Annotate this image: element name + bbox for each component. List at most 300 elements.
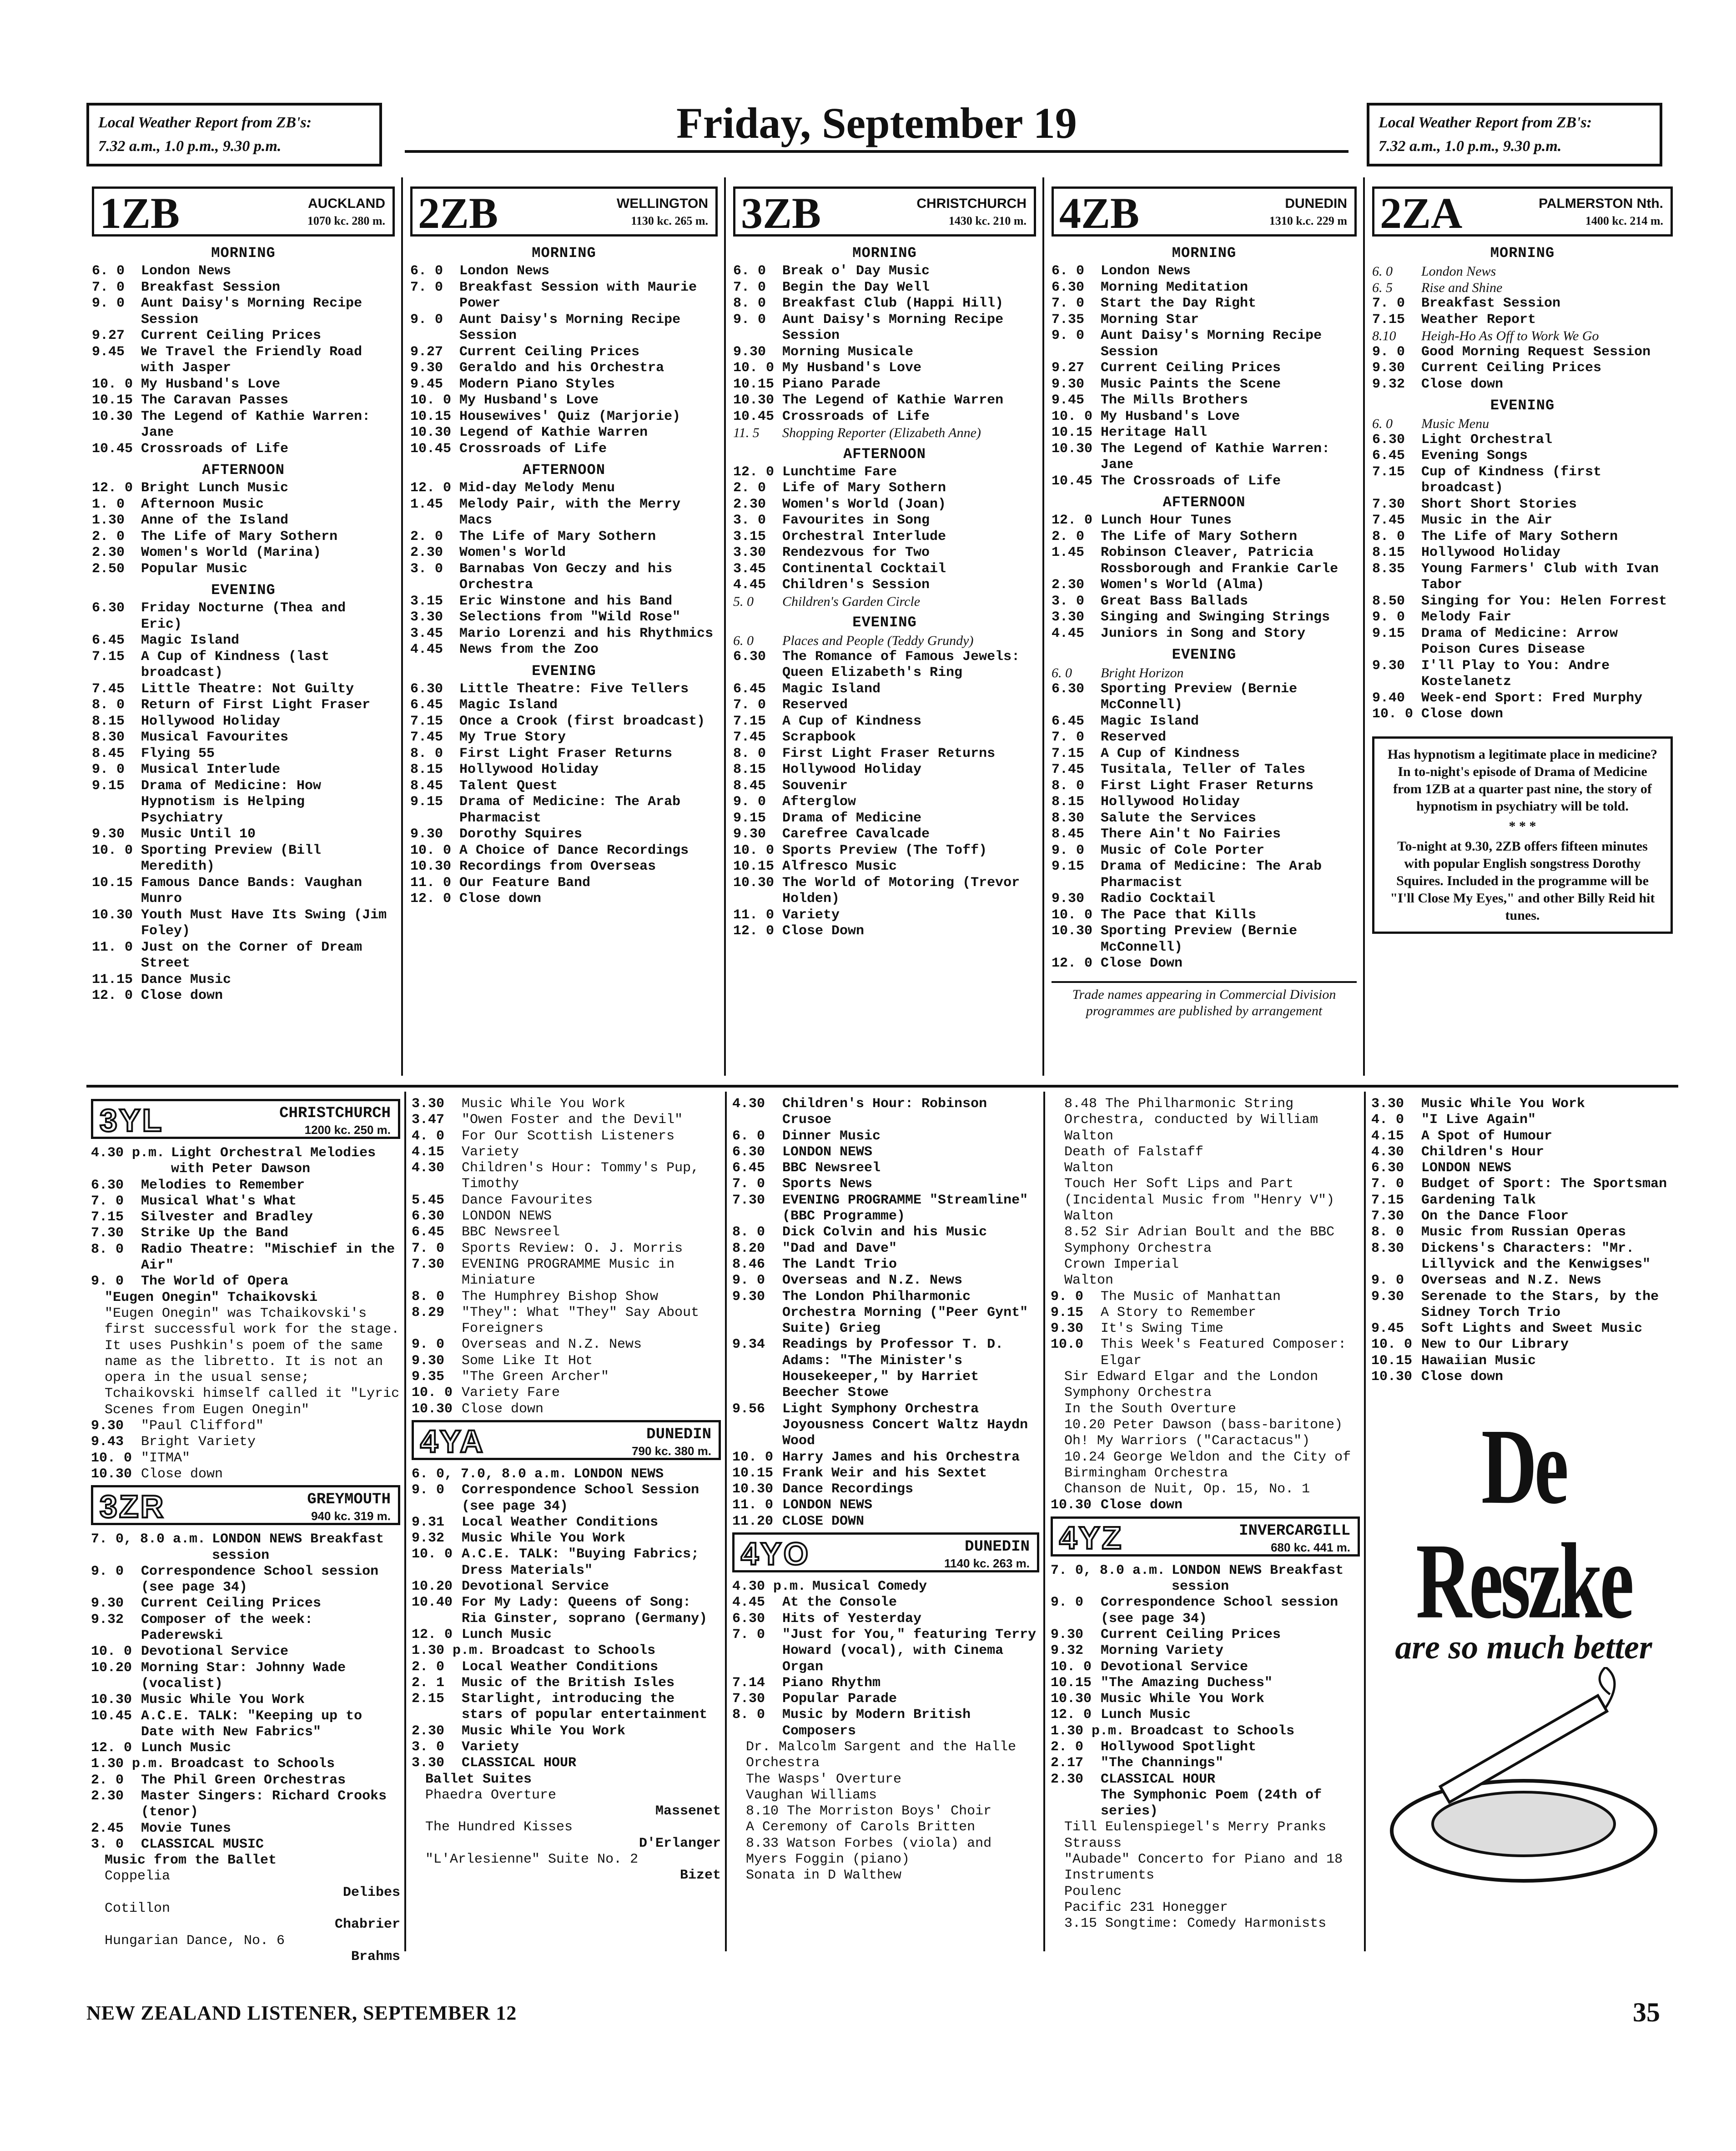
program-time: 7.45 (1052, 762, 1085, 777)
program-row (92, 296, 395, 328)
program-time: 3.47 (412, 1112, 445, 1128)
program-time: 10.30 (1052, 441, 1093, 457)
program-time: 9.30 (733, 826, 766, 842)
program-time: 10.15 (92, 875, 133, 891)
station-header-3zb (733, 186, 1036, 237)
program-time: 6. 0 (1372, 264, 1393, 279)
program-row (412, 1691, 721, 1723)
program-row (1371, 1176, 1676, 1192)
program-title: LONDON NEWS Breakfast session (212, 1531, 384, 1563)
program-title: Recordings from Overseas (459, 859, 656, 874)
program-time: 2.30 (91, 1788, 124, 1804)
program-title: Light Symphony Orchestra Joyousness Concert Waltz Haydn Wood (782, 1401, 1028, 1449)
program-time: 12. 0 (92, 988, 133, 1003)
program-detail: A Ceremony of Carols Britten (746, 1819, 976, 1835)
program-row (410, 843, 718, 859)
program-row (412, 1482, 721, 1515)
program-time: 10. 0 (412, 1385, 453, 1401)
program-row (732, 1401, 1039, 1450)
program-row (412, 1241, 721, 1257)
program-time: 10.30 (92, 907, 133, 923)
station-code: 3ZB (741, 189, 821, 237)
program-title: Close down (1421, 1369, 1504, 1385)
program-row (733, 633, 1036, 649)
program-time: 3.30 (1371, 1096, 1404, 1112)
program-title: Broadcast to Schools (1131, 1723, 1295, 1739)
program-time: 7. 0 (1052, 296, 1085, 311)
program-title: Barnabas Von Geczy and his Orchestra (459, 561, 673, 593)
program-title: Close down (141, 1466, 223, 1482)
work-row: Coppelia (105, 1869, 171, 1884)
program-title: Magic Island (1101, 713, 1199, 729)
program-title: Hollywood Holiday (782, 762, 922, 777)
program-row (410, 859, 718, 875)
program-title: Rise and Shine (1421, 280, 1503, 295)
program-title: Dickens's Characters: "Mr. Lillyvick and the Kenwigses" (1421, 1240, 1651, 1272)
program-time: 9. 0 (733, 312, 766, 327)
program-detail: Touch Her Soft Lips and Part (Incidental Music from "Henry V") (1064, 1176, 1335, 1208)
program-title: Our Feature Band (459, 875, 591, 891)
program-row (1372, 529, 1673, 545)
program-row (412, 1209, 721, 1224)
program-title: Local Weather Conditions (462, 1514, 659, 1530)
program-title: My Husband's Love (459, 393, 599, 408)
program-row (92, 497, 395, 513)
program-detail: Death of Falstaff (1064, 1144, 1204, 1160)
program-title: Music of Cole Porter (1101, 842, 1265, 858)
program-time: 9.35 (412, 1369, 445, 1385)
station-city: WELLINGTON (616, 196, 708, 211)
program-detail: Dr. Malcolm Sargent and the Halle Orchestra (746, 1739, 1016, 1771)
program-time: 1.45 (1052, 545, 1085, 560)
program-title: The World of Opera (141, 1274, 289, 1290)
program-title: CLASSICAL HOUR (462, 1755, 577, 1771)
program-time: 9.15 (92, 778, 125, 794)
program-row (412, 1385, 721, 1401)
program-title: Broadcast to Schools (492, 1643, 656, 1659)
column-separator (1043, 1092, 1045, 1951)
program-title: Composer of the week: Paderewski (141, 1612, 313, 1644)
program-row (733, 360, 1036, 377)
program-title: For Our Scottish Listeners (462, 1128, 675, 1144)
program-row (92, 762, 395, 778)
program-row (412, 1337, 721, 1353)
weather-notice-right-times: 7.32 a.m., 1.0 p.m., 9.30 p.m. (1379, 138, 1562, 155)
program-time: 9.30 (732, 1289, 765, 1305)
program-time: 4.30 p.m. (732, 1579, 806, 1595)
program-row (91, 1644, 400, 1660)
program-title: My Husband's Love (141, 376, 281, 392)
program-time: 8.50 (1372, 593, 1405, 609)
program-time: 11. 0 (410, 875, 452, 891)
program-detail: Crown Imperial (1064, 1256, 1179, 1272)
station-city: AUCKLAND (308, 196, 385, 211)
program-title: LONDON NEWS (574, 1466, 664, 1482)
column-separator (1363, 177, 1365, 1076)
program-title: The Life of Mary Sothern (1421, 529, 1618, 544)
program-title: Music While You Work (1101, 1691, 1265, 1707)
program-row (92, 263, 395, 280)
program-time: 10.40 (412, 1595, 453, 1611)
lower-column-4 (1046, 1096, 1364, 1951)
program-title: Dance Recordings (782, 1481, 914, 1497)
program-title: Just on the Corner of Dream Street (141, 939, 362, 971)
program-time: 9. 0 (1371, 1273, 1404, 1289)
program-time: 8. 0 (1372, 529, 1405, 544)
program-detail: Walton (1064, 1160, 1114, 1176)
program-title: BBC Newsreel (462, 1224, 560, 1240)
program-time: 9. 0 (1372, 344, 1405, 360)
program-time: 9.30 (1051, 1321, 1084, 1337)
program-title: Hollywood Holiday (141, 713, 281, 729)
program-row (412, 1531, 721, 1547)
program-row (410, 778, 718, 795)
station-freq: 1130 kc. 265 m. (631, 214, 708, 227)
program-title: BBC Newsreel (782, 1160, 881, 1176)
program-time: 6. 0 (1052, 263, 1085, 279)
program-title: Movie Tunes (141, 1820, 231, 1836)
column-separator (401, 177, 403, 1076)
program-row (410, 377, 718, 393)
program-row (92, 280, 395, 296)
opera-description: "Eugen Onegin" was Tchaikovski's first successful work for the stage. It uses Pushkin's poem of the same name as the libretto. It is not an opera in the usual sense; Tchaikovski himself called it "Lyric Scenes from Eugen Onegin" (105, 1305, 400, 1418)
program-time: 7. 0 (733, 279, 766, 295)
program-row (410, 409, 718, 425)
program-row (410, 441, 718, 458)
program-time: 7.15 (91, 1209, 124, 1225)
program-title: Anne of the Island (141, 513, 289, 528)
program-time: 2.17 (1051, 1755, 1084, 1771)
program-title: Master Singers: Richard Crooks (tenor) (141, 1788, 387, 1820)
program-time: 9.32 (412, 1531, 445, 1547)
program-title: Piano Parade (782, 376, 881, 392)
program-row (91, 1451, 400, 1466)
program-time: 10.30 (92, 408, 133, 424)
program-title: At the Console (782, 1595, 897, 1611)
program-row (92, 633, 395, 649)
program-time: 8.10 (1372, 328, 1396, 343)
program-row (1052, 577, 1357, 594)
program-time: 3.15 (733, 529, 766, 544)
program-row (1372, 561, 1673, 594)
program-title: Music Paints the Scene (1101, 376, 1281, 392)
program-row (732, 1096, 1039, 1128)
work-composer: Delibes (342, 1884, 400, 1900)
program-title: Lunchtime Fare (782, 464, 897, 480)
program-row (1051, 1788, 1360, 1820)
program-row (412, 1723, 721, 1739)
program-row (92, 513, 395, 529)
program-title: Lunch Music (1101, 1707, 1191, 1723)
program-time: 6. 0 (732, 1128, 765, 1144)
program-row (732, 1257, 1039, 1273)
program-row (733, 681, 1036, 698)
program-row (1372, 513, 1673, 529)
program-time: 2.30 (1052, 577, 1085, 593)
program-title: The Caravan Passes (141, 393, 289, 408)
program-row (410, 425, 718, 441)
program-title: Robinson Cleaver, Patricia Rossborough and Frankie Carle (1101, 545, 1338, 577)
program-row (733, 907, 1036, 924)
program-row (410, 480, 718, 497)
program-detail: 8.33 Watson Forbes (viola) and Myers Foggin (piano) (746, 1835, 992, 1868)
program-row (1052, 626, 1357, 642)
work-row: Cotillon (105, 1901, 171, 1917)
program-time: 2. 0 (1051, 1739, 1084, 1755)
program-row (1052, 280, 1357, 296)
work-composer: Chabrier (334, 1917, 400, 1933)
program-time: 6.30 (410, 681, 443, 697)
program-row (733, 529, 1036, 545)
weather-notice-left-times: 7.32 a.m., 1.0 p.m., 9.30 p.m. (98, 138, 282, 155)
promo-box (1372, 736, 1673, 934)
program-title: Silvester and Bradley (141, 1209, 313, 1225)
work-composer: Bizet (679, 1868, 721, 1884)
program-title: The Legend of Kathie Warren: Jane (141, 408, 371, 440)
program-row (412, 1257, 721, 1289)
program-row (1371, 1353, 1676, 1369)
program-title: The Phil Green Orchestras (141, 1772, 346, 1788)
program-time: 10.15 (1371, 1353, 1413, 1369)
section-heading: EVENING (211, 582, 276, 599)
program-row (1371, 1144, 1676, 1160)
program-time: 6.30 (91, 1177, 124, 1193)
program-time: 8.30 (92, 730, 125, 745)
program-title: The Legend of Kathie Warren: Jane (1101, 441, 1330, 473)
program-title: Orchestral Interlude (782, 529, 946, 544)
program-row (412, 1675, 721, 1691)
program-row (732, 1466, 1039, 1481)
program-row (92, 480, 395, 497)
masthead-rule (405, 150, 1349, 153)
program-row (91, 1145, 400, 1178)
program-row (1371, 1193, 1676, 1209)
program-row (733, 811, 1036, 827)
program-time: 12. 0 (1052, 513, 1093, 528)
program-title: Variety (782, 907, 840, 923)
station-header (1051, 1516, 1360, 1557)
program-time: 8.15 (410, 762, 443, 777)
program-row (412, 1739, 721, 1755)
program-row (1371, 1128, 1676, 1144)
program-row (1052, 762, 1357, 778)
program-title: Women's World (Alma) (1101, 577, 1265, 593)
program-row (732, 1337, 1039, 1401)
program-time: 8. 0 (732, 1707, 765, 1723)
program-row (1052, 811, 1357, 827)
program-row (1372, 626, 1673, 658)
program-time: 3.30 (412, 1096, 445, 1112)
program-detail: Till Eulenspiegel's Merry Pranks Strauss (1064, 1819, 1327, 1851)
program-detail: 8.10 The Morriston Boys' Choir (746, 1803, 992, 1819)
program-row (733, 344, 1036, 361)
program-title: Breakfast Club (Happi Hill) (782, 296, 1004, 311)
program-time: 9. 0 (732, 1273, 765, 1289)
program-detail: Chanson de Nuit, Op. 15, No. 1 (1064, 1481, 1310, 1497)
weather-notice-left (86, 103, 382, 166)
program-detail: 8.48 The Philharmonic String Orchestra, conducted by William Walton (1064, 1096, 1318, 1144)
work-composer: D'Erlanger (639, 1835, 721, 1851)
program-row (92, 746, 395, 762)
program-title: Legend of Kathie Warren (459, 425, 648, 440)
program-time: 2. 0 (92, 529, 125, 544)
program-row (91, 1740, 400, 1756)
program-time: 11. 0 (92, 939, 133, 955)
program-title: "ITMA" (141, 1450, 191, 1466)
program-row (91, 1821, 400, 1837)
section-heading: AFTERNOON (523, 462, 605, 479)
program-title: Favourites in Song (782, 513, 930, 528)
program-row (1372, 545, 1673, 561)
program-row (412, 1595, 721, 1627)
program-title: London News (1101, 263, 1191, 279)
program-row (410, 610, 718, 626)
program-time: 10.15 (733, 376, 775, 392)
work-composer: Massenet (655, 1803, 721, 1819)
program-time: 3.15 (410, 593, 443, 609)
station-header-1zb (92, 186, 395, 237)
program-row (733, 875, 1036, 907)
station-freq: 1070 kc. 280 m. (307, 214, 385, 227)
program-row (1371, 1241, 1676, 1273)
program-row (410, 730, 718, 746)
station-header (412, 1420, 721, 1460)
program-row (733, 923, 1036, 940)
program-time: 9.30 (1052, 376, 1085, 392)
program-time: 2. 0 (412, 1659, 445, 1675)
program-title: Close Down (782, 923, 865, 939)
program-title: Dick Colvin and his Music (782, 1224, 987, 1240)
program-row (1052, 826, 1357, 843)
program-row (91, 1466, 400, 1482)
program-title: Flying 55 (141, 746, 215, 761)
program-time: 6. 0 (1372, 416, 1393, 431)
program-time: 6.30 (733, 649, 766, 665)
section-heading: AFTERNOON (1162, 494, 1246, 511)
program-time: 6. 0 (410, 263, 443, 279)
program-time: 9.30 (410, 360, 443, 376)
program-time: 4.45 (1052, 625, 1085, 641)
program-title: Weather Report (1421, 312, 1536, 327)
program-title: Breakfast Session (141, 279, 281, 295)
station-header-2za (1372, 186, 1673, 237)
program-time: 6.45 (92, 633, 125, 648)
program-time: 2. 0 (1052, 529, 1085, 544)
section-heading: MORNING (852, 245, 917, 262)
program-title: "Just for You," featuring Terry Howard (vocal), with Cinema Organ (782, 1627, 1037, 1675)
program-title: Sporting Preview (Bill Meredith) (141, 842, 322, 874)
program-row (1051, 1739, 1360, 1755)
station-freq: 1140 kc. 263 m. (944, 1557, 1030, 1571)
program-title: Popular Parade (782, 1691, 897, 1707)
program-title: Morning Star: Johnny Wade (vocalist) (141, 1660, 346, 1692)
program-time: 7. 0 (733, 697, 766, 713)
weather-notice-right-title: Local Weather Report from ZB's: (1379, 114, 1592, 131)
program-row (1052, 513, 1357, 529)
program-row (733, 409, 1036, 425)
program-title: Hits of Yesterday (782, 1611, 922, 1627)
program-row (1052, 891, 1357, 907)
program-row (1052, 665, 1357, 681)
column-separator (1364, 1092, 1366, 1951)
program-title: Good Morning Request Session (1421, 344, 1651, 360)
program-title: Some Like It Hot (462, 1353, 593, 1369)
program-time: 9. 0 (1052, 328, 1085, 343)
program-title: Geraldo and his Orchestra (459, 360, 664, 376)
program-row (410, 697, 718, 714)
program-title: The Mills Brothers (1101, 393, 1248, 408)
program-time: 12. 0 (410, 480, 452, 496)
program-time: 5. 0 (733, 594, 754, 609)
program-time: 11.20 (732, 1513, 774, 1529)
program-title: Musical Favourites (141, 730, 289, 745)
program-title: Bright Lunch Music (141, 480, 289, 496)
program-title: Lunch Music (141, 1740, 231, 1756)
program-title: Children's Hour: Tommy's Pup, Timothy (462, 1160, 699, 1192)
program-row (91, 1837, 400, 1853)
program-title: A Cup of Kindness (1101, 746, 1240, 761)
program-row (1052, 409, 1357, 425)
program-row (410, 529, 718, 545)
program-title: Singing for You: Helen Forrest (1421, 593, 1667, 609)
program-title: Broadcast to Schools (171, 1756, 335, 1772)
program-time: 11. 5 (733, 425, 760, 440)
program-row (91, 1531, 400, 1564)
program-title: Hollywood Holiday (459, 762, 599, 777)
program-row (733, 577, 1036, 594)
program-title: Sporting Preview (Bernie McConnell) (1101, 681, 1298, 713)
program-title: Afternoon Music (141, 496, 264, 512)
program-time: 10. 0 (91, 1644, 132, 1660)
program-row (732, 1176, 1039, 1192)
program-row (733, 497, 1036, 513)
program-row (732, 1611, 1039, 1627)
program-title: A Story to Remember (1101, 1305, 1257, 1320)
program-row (1371, 1096, 1676, 1112)
program-title: Music of the British Isles (462, 1675, 675, 1691)
program-row (1052, 296, 1357, 312)
program-title: Music While You Work (141, 1692, 305, 1708)
program-title: Morning Meditation (1101, 279, 1248, 295)
program-detail: In the South Overture (1064, 1401, 1237, 1417)
program-row (412, 1579, 721, 1595)
program-title: LONDON NEWS Breakfast session (1172, 1562, 1344, 1595)
program-time: 9.30 (410, 826, 443, 842)
program-title: EVENING PROGRAMME Music in Miniature (462, 1256, 675, 1289)
program-row (1052, 312, 1357, 328)
program-row (732, 1450, 1039, 1466)
program-title: Close down (1101, 1497, 1183, 1513)
program-title: Drama of Medicine (782, 810, 922, 826)
program-time: 4.30 (732, 1096, 765, 1112)
program-time: 9.32 (1372, 376, 1405, 392)
program-row (1051, 1337, 1360, 1369)
program-time: 10.20 (412, 1579, 453, 1595)
program-time: 7. 0 (732, 1176, 765, 1192)
program-time: 7.15 (92, 649, 125, 665)
program-row (1051, 1595, 1360, 1627)
program-title: It's Swing Time (1101, 1321, 1224, 1337)
program-title: Musical What's What (141, 1193, 297, 1209)
program-row (1371, 1273, 1676, 1289)
program-title: A Choice of Dance Recordings (459, 842, 689, 858)
ad-brand: De Reszke (1416, 1406, 1631, 1641)
program-title: Starlight, introducing the stars of popular entertainment (462, 1691, 708, 1723)
program-title: Breakfast Session with Maurie Power (459, 279, 697, 311)
program-title: Hollywood Holiday (1421, 545, 1561, 560)
station-freq: 1310 k.c. 229 m (1269, 214, 1347, 227)
promo-promo2: To-night at 9.30, 2ZB offers fifteen minutes with popular English songstress Dorothy Squires. Included in the programme will be "I'll Close My Eyes," and other Billy Reid hit tunes. (1390, 838, 1655, 923)
